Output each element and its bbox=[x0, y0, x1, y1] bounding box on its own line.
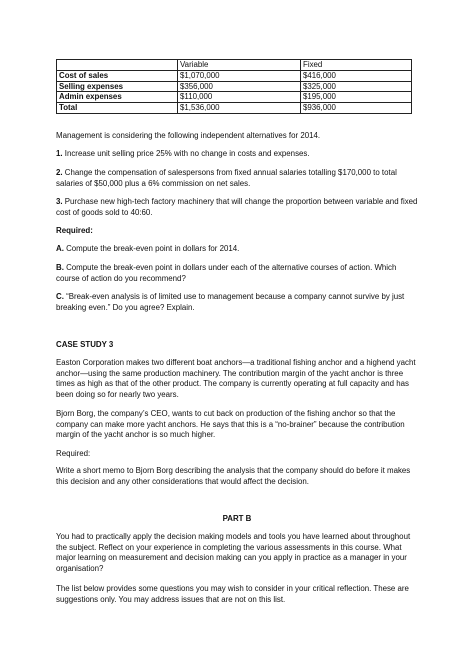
fixed-cell: $936,000 bbox=[301, 103, 412, 114]
required-item-a bbox=[56, 244, 418, 255]
table-header-row bbox=[57, 60, 412, 71]
fixed-cell: $195,000 bbox=[301, 92, 412, 103]
row-label: Admin expenses bbox=[57, 92, 178, 103]
table-header-blank bbox=[57, 60, 178, 71]
item-letter: A. bbox=[56, 244, 64, 253]
required-item-c bbox=[56, 292, 418, 313]
part-b-heading: PART B bbox=[222, 514, 252, 523]
table-row bbox=[57, 70, 412, 81]
variable-cell: $1,536,000 bbox=[178, 103, 301, 114]
table-row bbox=[57, 92, 412, 103]
alternative-text: Change the compensation of salespersons from fixed annual salaries totalling $170,000 to total salaries of $50,000 plus a 6% commission on net sales. bbox=[56, 168, 397, 188]
alternative-number: 3. bbox=[56, 197, 63, 206]
item-text: “Break-even analysis is of limited use to management because a company cannot survive by just breaking even.” Do you agree? Explain. bbox=[56, 292, 405, 312]
case-study-paragraph-1: Easton Corporation makes two different boat anchors—a traditional fishing anchor and a highend yacht anchor—using the same production machinery. The contribution margin of the yacht anchor is three times as high as that of the other product. The company is currently operating at full capacity and has been doing so for nearly two years. bbox=[56, 358, 416, 399]
variable-cell: $356,000 bbox=[178, 81, 301, 92]
item-letter: B. bbox=[56, 263, 64, 272]
table-header-fixed: Fixed bbox=[301, 60, 412, 71]
alternative-text: Purchase new high-tech factory machinery that will change the proportion between variable and fixed cost of goods sold to 40:60. bbox=[56, 197, 418, 217]
alternative-number: 2. bbox=[56, 168, 63, 177]
part-b-paragraph-2: The list below provides some questions you may wish to consider in your critical reflection. These are suggestions only. You may address issues that are not on this list. bbox=[56, 584, 409, 604]
alternative-1 bbox=[56, 149, 418, 160]
row-label: Cost of sales bbox=[57, 70, 178, 81]
required-item-b bbox=[56, 263, 418, 284]
case-study-required: Required: bbox=[56, 449, 91, 458]
item-text: Compute the break-even point in dollars under each of the alternative courses of action. Which course of action do you recommend? bbox=[56, 263, 397, 283]
alternative-3 bbox=[56, 197, 418, 218]
cost-table bbox=[56, 59, 412, 114]
case-study-paragraph-2: Bjorn Borg, the company’s CEO, wants to cut back on production of the fishing anchor so that the company can make more yacht anchors. He says that this is a “no-brainer” because the contribution margin of the yacht anchor is so much higher. bbox=[56, 409, 405, 440]
alternative-number: 1. bbox=[56, 149, 63, 158]
part-b-paragraph-1: You had to practically apply the decision making models and tools you have learned about throughout the subject. Reflect on your experience in completing the various assessments in this course. What major learning on measurement and decision making can you apply in practice as a manager in your organisation? bbox=[56, 532, 411, 573]
row-label: Total bbox=[57, 103, 178, 114]
table-row bbox=[57, 103, 412, 114]
variable-cell: $1,070,000 bbox=[178, 70, 301, 81]
case-study-heading: CASE STUDY 3 bbox=[56, 340, 114, 349]
row-label: Selling expenses bbox=[57, 81, 178, 92]
case-study-task: Write a short memo to Bjorn Borg describing the analysis that the company should do before it makes this decision and any other considerations that would affect the decision. bbox=[56, 466, 411, 486]
alternative-2 bbox=[56, 168, 418, 189]
item-text: Compute the break-even point in dollars for 2014. bbox=[63, 244, 240, 253]
intro-text: Management is considering the following independent alternatives for 2014. bbox=[56, 131, 321, 140]
fixed-cell: $325,000 bbox=[301, 81, 412, 92]
variable-cell: $110,000 bbox=[178, 92, 301, 103]
fixed-cell: $416,000 bbox=[301, 70, 412, 81]
item-letter: C. bbox=[56, 292, 64, 301]
table-header-variable: Variable bbox=[178, 60, 301, 71]
table-row bbox=[57, 81, 412, 92]
required-heading: Required: bbox=[56, 226, 93, 235]
alternative-text: Increase unit selling price 25% with no change in costs and expenses. bbox=[62, 149, 310, 158]
